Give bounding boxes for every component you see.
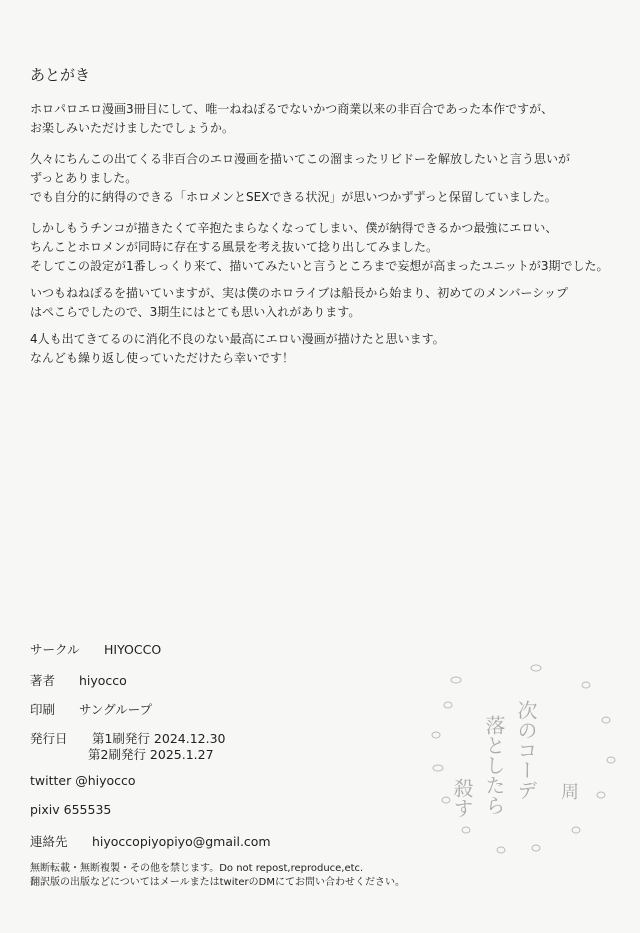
issue-first: 第1刷発行 2024.12.30: [91, 731, 226, 746]
stamp-text-col1: 次のコーデ: [514, 700, 538, 800]
author-value: hiyocco: [78, 673, 127, 688]
issue-second: 第2刷発行 2025.1.27: [88, 747, 214, 762]
text-line: いつもねねぽるを描いていますが、実は僕のホロライブは船長から始まり、初めてのメンバーシップ: [30, 286, 568, 300]
afterword-title: あとがき: [30, 66, 91, 84]
contact-row: [30, 832, 271, 850]
notice-line-1: 無断転載・無断複製・その他を禁じます。Do not repost,reproduce,etc.: [30, 863, 364, 874]
circle-row: [30, 640, 161, 658]
text-line: でも自分的に納得のできる「ホロメンとSEXできる状況」が思いつかずずっと保留していました。: [30, 190, 557, 204]
author-label: 著者: [30, 673, 56, 688]
text-line: はぺこらでしたので、3期生にはとても思い入れがあります。: [30, 305, 361, 319]
stamp-text-col3: 殺す: [450, 778, 474, 818]
stamp-text-col2: 落としたら: [482, 715, 506, 815]
notice-line-2: 翻訳版の出版などについてはメールまたはtwiterのDMにてお問い合わせください。: [30, 877, 405, 888]
pixiv-id: pixiv 655535: [30, 802, 112, 817]
afterword-paragraph-2: [30, 150, 615, 207]
circle-value: HIYOCCO: [103, 642, 162, 657]
twitter-row: [30, 773, 136, 788]
afterword-paragraph-4: [30, 284, 615, 322]
handwritten-stamp: [426, 660, 626, 860]
copyright-notice: [30, 862, 405, 890]
text-line: 4人も出てきてるのに消化不良のない最高にエロい漫画が描けたと思います。: [30, 332, 445, 346]
print-label: 印刷: [30, 702, 56, 717]
author-row: [30, 671, 127, 689]
text-line: しかしもうチンコが描きたくて辛抱たまらなくなってしまい、僕が納得できるかつ最強にエロい、: [30, 221, 558, 235]
circle-label: サークル: [30, 642, 80, 657]
text-line: なんども繰り返し使っていただけたら幸いです！: [30, 351, 295, 365]
pixiv-row: [30, 802, 111, 817]
text-line: ホロパロエロ漫画3冊目にして、唯一ねねぽるでないかつ商業以来の非百合であった本作ですが、: [30, 102, 554, 116]
contact-label: 連絡先: [30, 834, 68, 849]
text-line: ちんことホロメンが同時に存在する風景を考え抜いて捻り出してみました。: [30, 240, 439, 254]
stamp-illustration: [426, 660, 626, 860]
twitter-handle: twitter @hiyocco: [30, 773, 136, 788]
text-line: 久々にちんこの出てくる非百合のエロ漫画を描いてこの溜まったリビドーを解放したいと言う思いが: [30, 152, 571, 166]
print-value: サングループ: [78, 702, 153, 717]
print-row: [30, 700, 152, 718]
text-line: そしてこの設定が1番しっくり来て、描いてみたいと言うところまで妄想が高まったユニットが3期でした。: [30, 259, 609, 273]
afterword-paragraph-1: [30, 100, 615, 138]
contact-email: hiyoccopiyopiyo@gmail.com: [91, 834, 271, 849]
afterword-paragraph-3: [30, 219, 615, 276]
text-line: お楽しみいただけましたでしょうか。: [30, 121, 235, 135]
issue-label: 発行日: [30, 731, 68, 746]
issue-second-row: [88, 745, 214, 763]
afterword-paragraph-5: [30, 330, 615, 368]
stamp-mark: 周: [561, 782, 579, 803]
text-line: ずっとありました。: [30, 171, 138, 185]
